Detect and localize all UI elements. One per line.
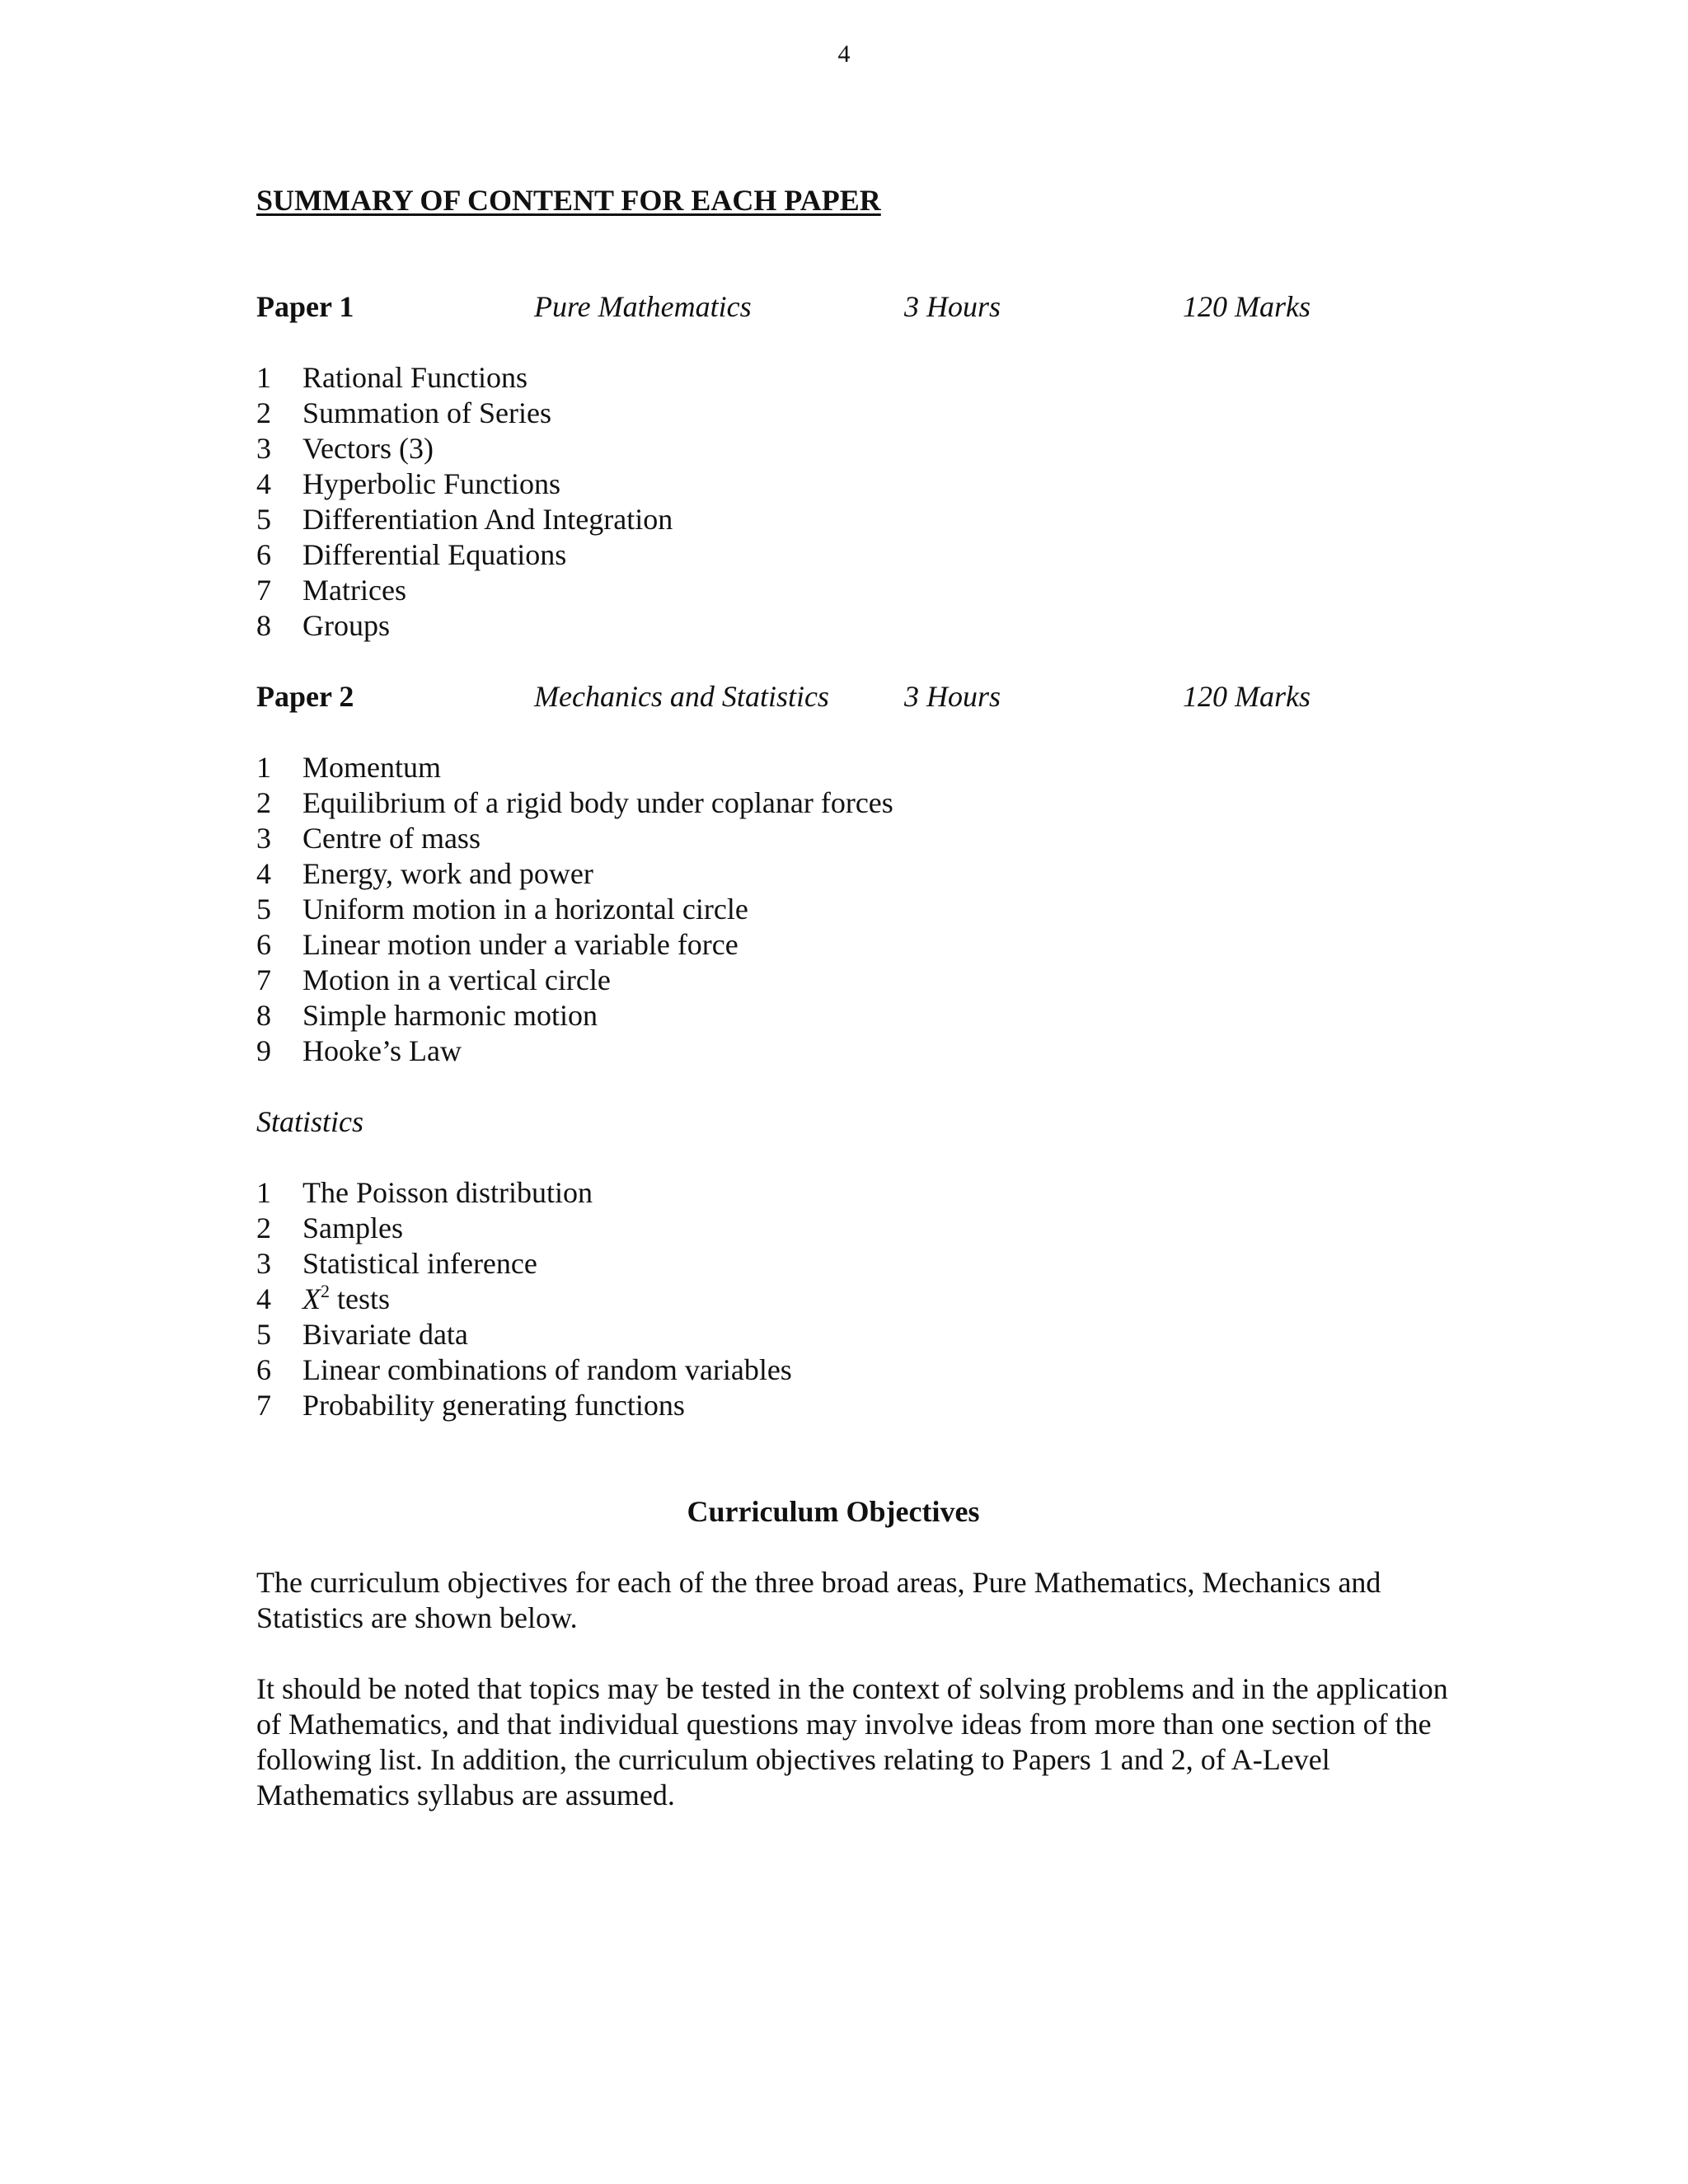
list-item (256, 502, 1460, 537)
topic-number: 9 (256, 1034, 271, 1067)
objectives-paragraph-1: The curriculum objectives for each of the three broad areas, Pure Mathematics, Mechanics and Statistics are shown below. (256, 1566, 1381, 1634)
topic-number: 1 (256, 361, 271, 394)
list-item (256, 1033, 1460, 1069)
topic-number: 5 (256, 1318, 271, 1351)
paper1-subject: Pure Mathematics (534, 290, 752, 323)
list-item (256, 360, 1460, 396)
topic-number: 1 (256, 1176, 271, 1209)
topic-number: 4 (256, 1282, 271, 1315)
topic-number: 4 (256, 467, 271, 500)
paper1-topic-list (256, 360, 1460, 644)
chi-superscript: 2 (321, 1281, 330, 1301)
topic-number: 7 (256, 963, 271, 996)
list-item (256, 750, 1460, 785)
topic-text (302, 1282, 390, 1317)
document-body (256, 183, 1460, 1813)
list-item (256, 608, 1460, 644)
topic-suffix: tests (330, 1282, 391, 1315)
paper2-marks: 120 Marks (1183, 680, 1311, 713)
topic-text: Simple harmonic motion (302, 999, 598, 1032)
list-item (256, 573, 1460, 608)
topic-text: Motion in a vertical circle (302, 963, 611, 996)
topic-text: Equilibrium of a rigid body under coplanar forces (302, 786, 893, 819)
list-item (256, 998, 1460, 1033)
topic-text: Summation of Series (302, 396, 551, 429)
topic-number: 2 (256, 786, 271, 819)
topic-text: Energy, work and power (302, 857, 593, 890)
objectives-title: Curriculum Objectives (687, 1495, 980, 1528)
list-item (256, 1317, 1460, 1352)
topic-text: Statistical inference (302, 1247, 537, 1280)
list-item (256, 856, 1460, 892)
topic-number: 5 (256, 893, 271, 926)
list-item (256, 1282, 1460, 1317)
list-item (256, 1246, 1460, 1282)
topic-number: 6 (256, 1353, 271, 1386)
topic-number: 2 (256, 396, 271, 429)
topic-number: 4 (256, 857, 271, 890)
list-item (256, 466, 1460, 502)
topic-text: Differential Equations (302, 538, 567, 571)
topic-number: 8 (256, 609, 271, 642)
list-item (256, 396, 1460, 431)
statistics-topic-list (256, 1175, 1460, 1423)
topic-number: 6 (256, 928, 271, 961)
objectives-paragraph-2: It should be noted that topics may be tested in the context of solving problems and in the application of Mathematics, and that individual questions may involve ideas from more than one section of the following list. In addition, the curriculum objectives relating to Papers 1 and 2, of A-Level Mathematics syllabus are assumed. (256, 1672, 1448, 1811)
page-number: 4 (837, 40, 851, 68)
paper2-topic-list (256, 750, 1460, 1069)
list-item (256, 1388, 1460, 1423)
topic-text: Probability generating functions (302, 1389, 685, 1422)
topic-number: 3 (256, 1247, 271, 1280)
paper1-duration: 3 Hours (904, 290, 1001, 323)
paper2-subject: Mechanics and Statistics (534, 680, 829, 713)
topic-text: Samples (302, 1212, 403, 1244)
list-item (256, 537, 1460, 573)
list-item (256, 963, 1460, 998)
topic-text: Centre of mass (302, 822, 481, 855)
list-item (256, 892, 1460, 927)
topic-number: 6 (256, 538, 271, 571)
topic-text: The Poisson distribution (302, 1176, 593, 1209)
topic-number: 8 (256, 999, 271, 1032)
list-item (256, 1352, 1460, 1388)
topic-text: Uniform motion in a horizontal circle (302, 893, 748, 926)
topic-number: 1 (256, 751, 271, 784)
topic-text: Linear combinations of random variables (302, 1353, 792, 1386)
topic-number: 7 (256, 574, 271, 607)
topic-text: Linear motion under a variable force (302, 928, 738, 961)
paper2-header (256, 679, 1460, 715)
chi-symbol: X (302, 1282, 321, 1315)
topic-number: 3 (256, 432, 271, 465)
list-item (256, 1175, 1460, 1211)
topic-number: 2 (256, 1212, 271, 1244)
paper1-label: Paper 1 (256, 290, 354, 323)
topic-text: Rational Functions (302, 361, 528, 394)
topic-text: Hooke’s Law (302, 1034, 462, 1067)
topic-text: Momentum (302, 751, 441, 784)
topic-number: 7 (256, 1389, 271, 1422)
topic-text: Vectors (3) (302, 432, 434, 465)
summary-title: SUMMARY OF CONTENT FOR EACH PAPER (256, 184, 881, 217)
paper2-duration: 3 Hours (904, 680, 1001, 713)
list-item (256, 821, 1460, 856)
topic-text: Hyperbolic Functions (302, 467, 560, 500)
list-item (256, 785, 1460, 821)
paper2-label: Paper 2 (256, 680, 354, 713)
topic-text: Bivariate data (302, 1318, 468, 1351)
topic-number: 5 (256, 503, 271, 536)
list-item (256, 1211, 1460, 1246)
paper1-marks: 120 Marks (1183, 290, 1311, 323)
topic-text: Matrices (302, 574, 406, 607)
list-item (256, 927, 1460, 963)
list-item (256, 431, 1460, 466)
topic-text: Differentiation And Integration (302, 503, 673, 536)
paper1-header (256, 289, 1460, 325)
topic-text: Groups (302, 609, 390, 642)
topic-number: 3 (256, 822, 271, 855)
statistics-heading: Statistics (256, 1105, 364, 1138)
